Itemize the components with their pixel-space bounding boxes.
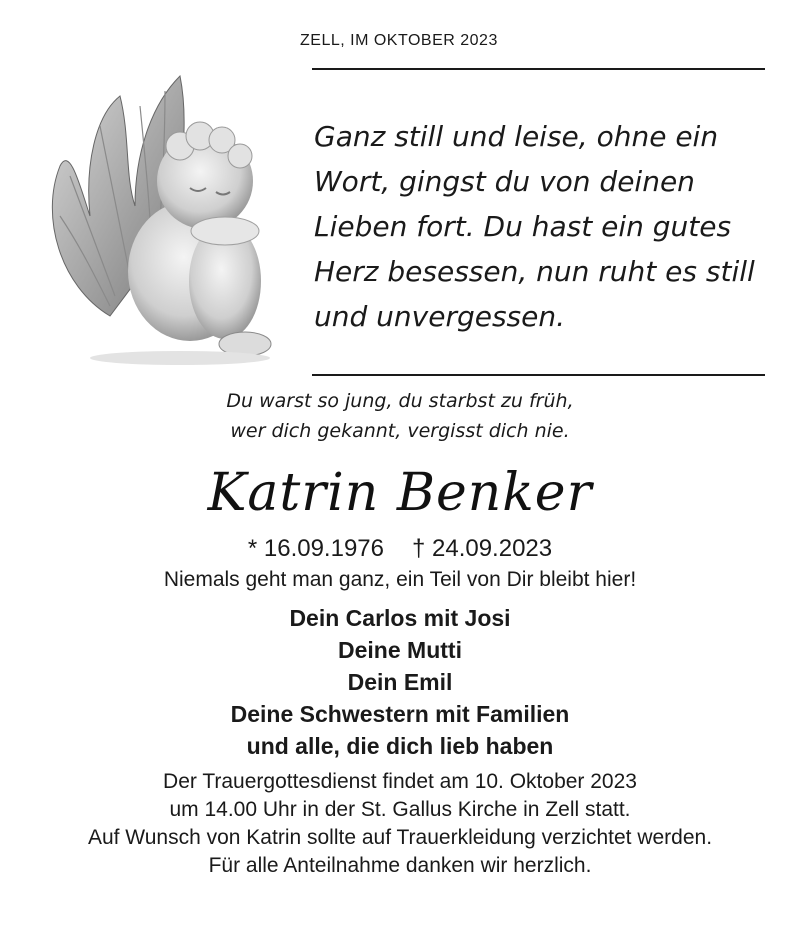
subverse-line: wer dich gekannt, vergisst dich nie. bbox=[230, 420, 570, 442]
verse-line: Lieben fort. Du hast ein gutes bbox=[314, 210, 732, 243]
bottom-divider bbox=[312, 374, 765, 376]
verse-line: Wort, gingst du von deinen bbox=[314, 165, 695, 198]
mourner-line: Deine Mutti bbox=[338, 637, 462, 663]
place-date-header: ZELL, IM OKTOBER 2023 bbox=[300, 32, 498, 49]
service-line: Für alle Anteilnahme danken wir herzlich. bbox=[208, 854, 592, 877]
mourner-line: und alle, die dich lieb haben bbox=[246, 733, 554, 759]
verse-block bbox=[314, 114, 784, 339]
life-dates bbox=[0, 534, 800, 564]
verse-line: und unvergessen. bbox=[314, 300, 566, 333]
verse-line: Herz besessen, nun ruht es still bbox=[314, 255, 755, 288]
mourner-line: Dein Carlos mit Josi bbox=[289, 605, 511, 631]
service-info bbox=[0, 768, 800, 880]
top-divider bbox=[312, 68, 765, 70]
motto-text: Niemals geht man ganz, ein Teil von Dir bleibt hier! bbox=[163, 568, 637, 591]
verse-line: Ganz still und leise, ohne ein bbox=[314, 120, 719, 153]
mourner-line: Dein Emil bbox=[347, 669, 453, 695]
death-date: † 24.09.2023 bbox=[411, 535, 553, 562]
service-line: um 14.00 Uhr in der St. Gallus Kirche in Zell statt. bbox=[169, 798, 631, 821]
service-line: Auf Wunsch von Katrin sollte auf Trauerkleidung verzichtet werden. bbox=[87, 826, 713, 849]
mourners-list bbox=[0, 602, 800, 762]
sleeping-angel-icon bbox=[40, 66, 280, 366]
birth-date: * 16.09.1976 bbox=[247, 535, 384, 562]
subverse-line: Du warst so jung, du starbst zu früh, bbox=[226, 390, 574, 412]
service-line: Der Trauergottesdienst findet am 10. Oktober 2023 bbox=[163, 770, 637, 793]
subverse-block bbox=[0, 386, 800, 446]
mourner-line: Deine Schwestern mit Familien bbox=[230, 701, 570, 727]
deceased-name: Katrin Benker bbox=[207, 463, 593, 523]
